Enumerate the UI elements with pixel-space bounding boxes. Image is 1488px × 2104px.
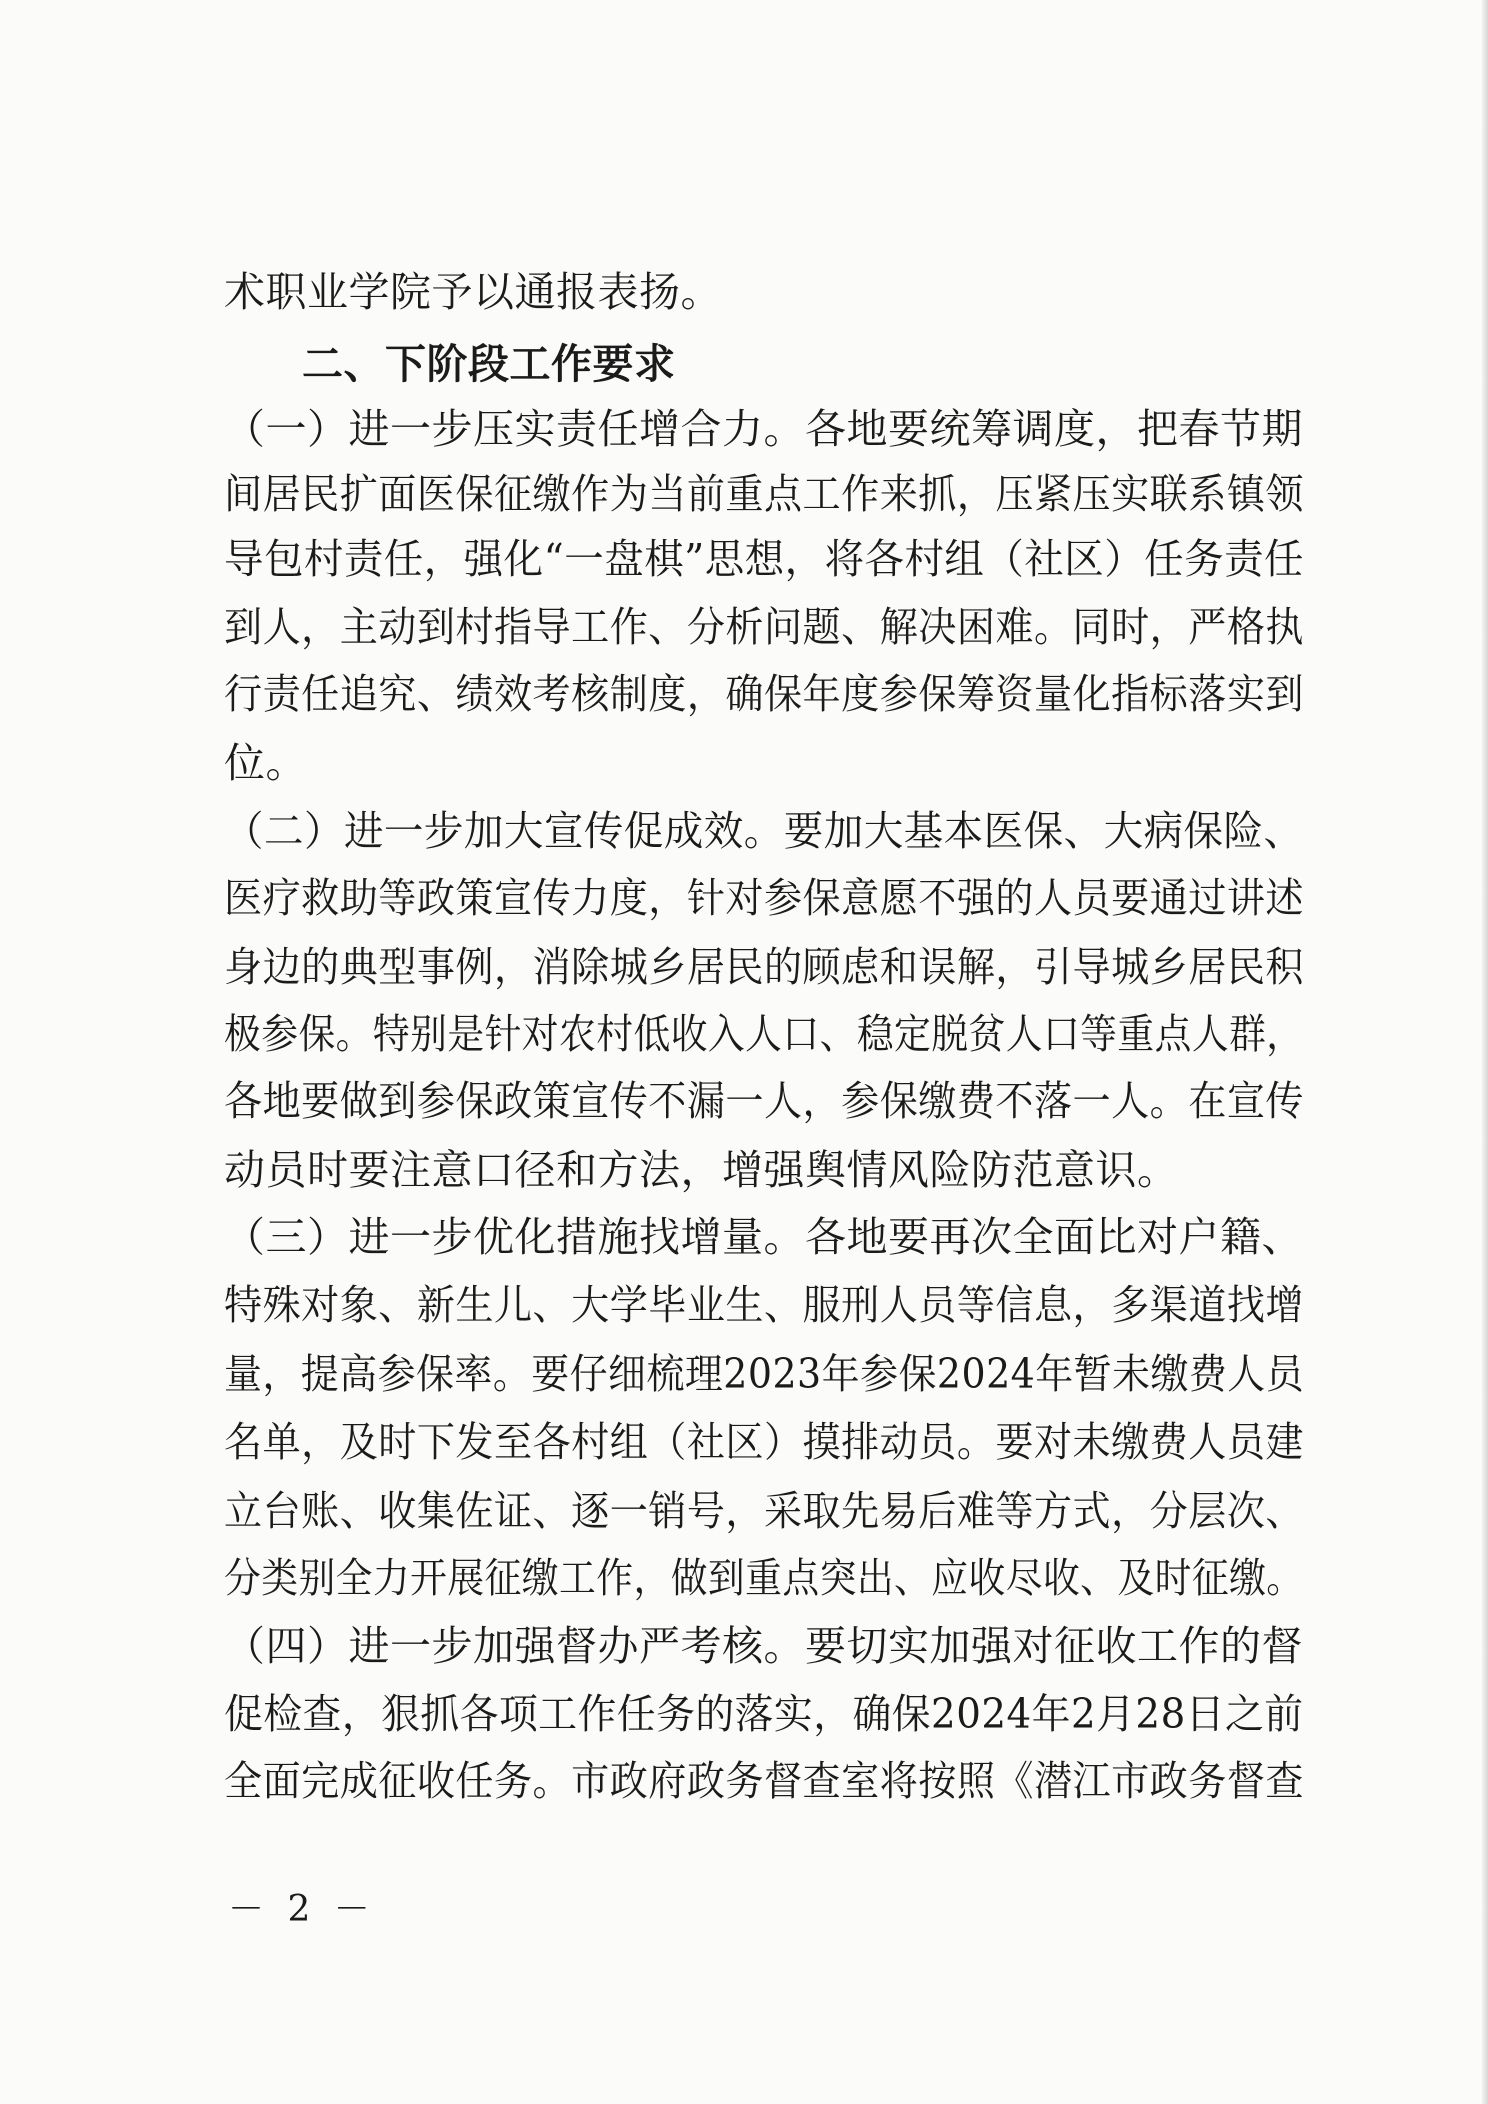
text-line: （二）进一步加大宣传促成效。要加大基本医保、大病保险、: [224, 807, 1304, 855]
text-line: 动员时要注意口径和方法，增强舆情风险防范意识。: [224, 1146, 1179, 1194]
text-line: 促检查，狠抓各项工作任务的落实，确保2024年2月28日之前: [224, 1690, 1304, 1738]
text-line: 特殊对象、新生儿、大学毕业生、服刑人员等信息，多渠道找增: [224, 1281, 1304, 1329]
text-line: 身边的典型事例，消除城乡居民的顾虑和误解，引导城乡居民积: [224, 943, 1304, 991]
page-number: － 2 －: [228, 1889, 376, 1930]
text-line: 立台账、收集佐证、逐一销号，采取先易后难等方式，分层次、: [224, 1487, 1304, 1535]
text-line: 位。: [224, 739, 307, 787]
text-line: 分类别全力开展征缴工作，做到重点突出、应收尽收、及时征缴。: [224, 1554, 1304, 1602]
text-line: （一）进一步压实责任增合力。各地要统筹调度，把春节期: [224, 405, 1303, 453]
text-line: 导包村责任，强化“一盘棋”思想，将各村组（社区）任务责任: [224, 535, 1304, 583]
text-line: 全面完成征收任务。市政府政务督查室将按照《潜江市政务督查: [224, 1757, 1304, 1805]
text-line: 到人，主动到村指导工作、分析问题、解决困难。同时，严格执: [224, 603, 1304, 651]
text-line: 行责任追究、绩效考核制度，确保年度参保筹资量化指标落实到: [224, 670, 1304, 718]
text-line: 医疗救助等政策宣传力度，针对参保意愿不强的人员要通过讲述: [224, 874, 1304, 922]
text-line: 名单，及时下发至各村组（社区）摸排动员。要对未缴费人员建: [224, 1418, 1304, 1466]
text-line: （三）进一步优化措施找增量。各地要再次全面比对户籍、: [224, 1213, 1303, 1261]
page-edge: [1482, 0, 1488, 2104]
text-line: 间居民扩面医保征缴作为当前重点工作来抓，压紧压实联系镇领: [224, 470, 1304, 518]
section-heading: 二、下阶段工作要求: [302, 340, 676, 388]
text-line: （四）进一步加强督办严考核。要切实加强对征收工作的督: [224, 1622, 1303, 1670]
text-line: 各地要做到参保政策宣传不漏一人，参保缴费不落一人。在宣传: [224, 1077, 1304, 1125]
text-line: 术职业学院予以通报表扬。: [224, 268, 722, 316]
text-line: 极参保。特别是针对农村低收入人口、稳定脱贫人口等重点人群，: [224, 1010, 1304, 1058]
text-line: 量，提高参保率。要仔细梳理2023年参保2024年暂未缴费人员: [224, 1350, 1305, 1398]
